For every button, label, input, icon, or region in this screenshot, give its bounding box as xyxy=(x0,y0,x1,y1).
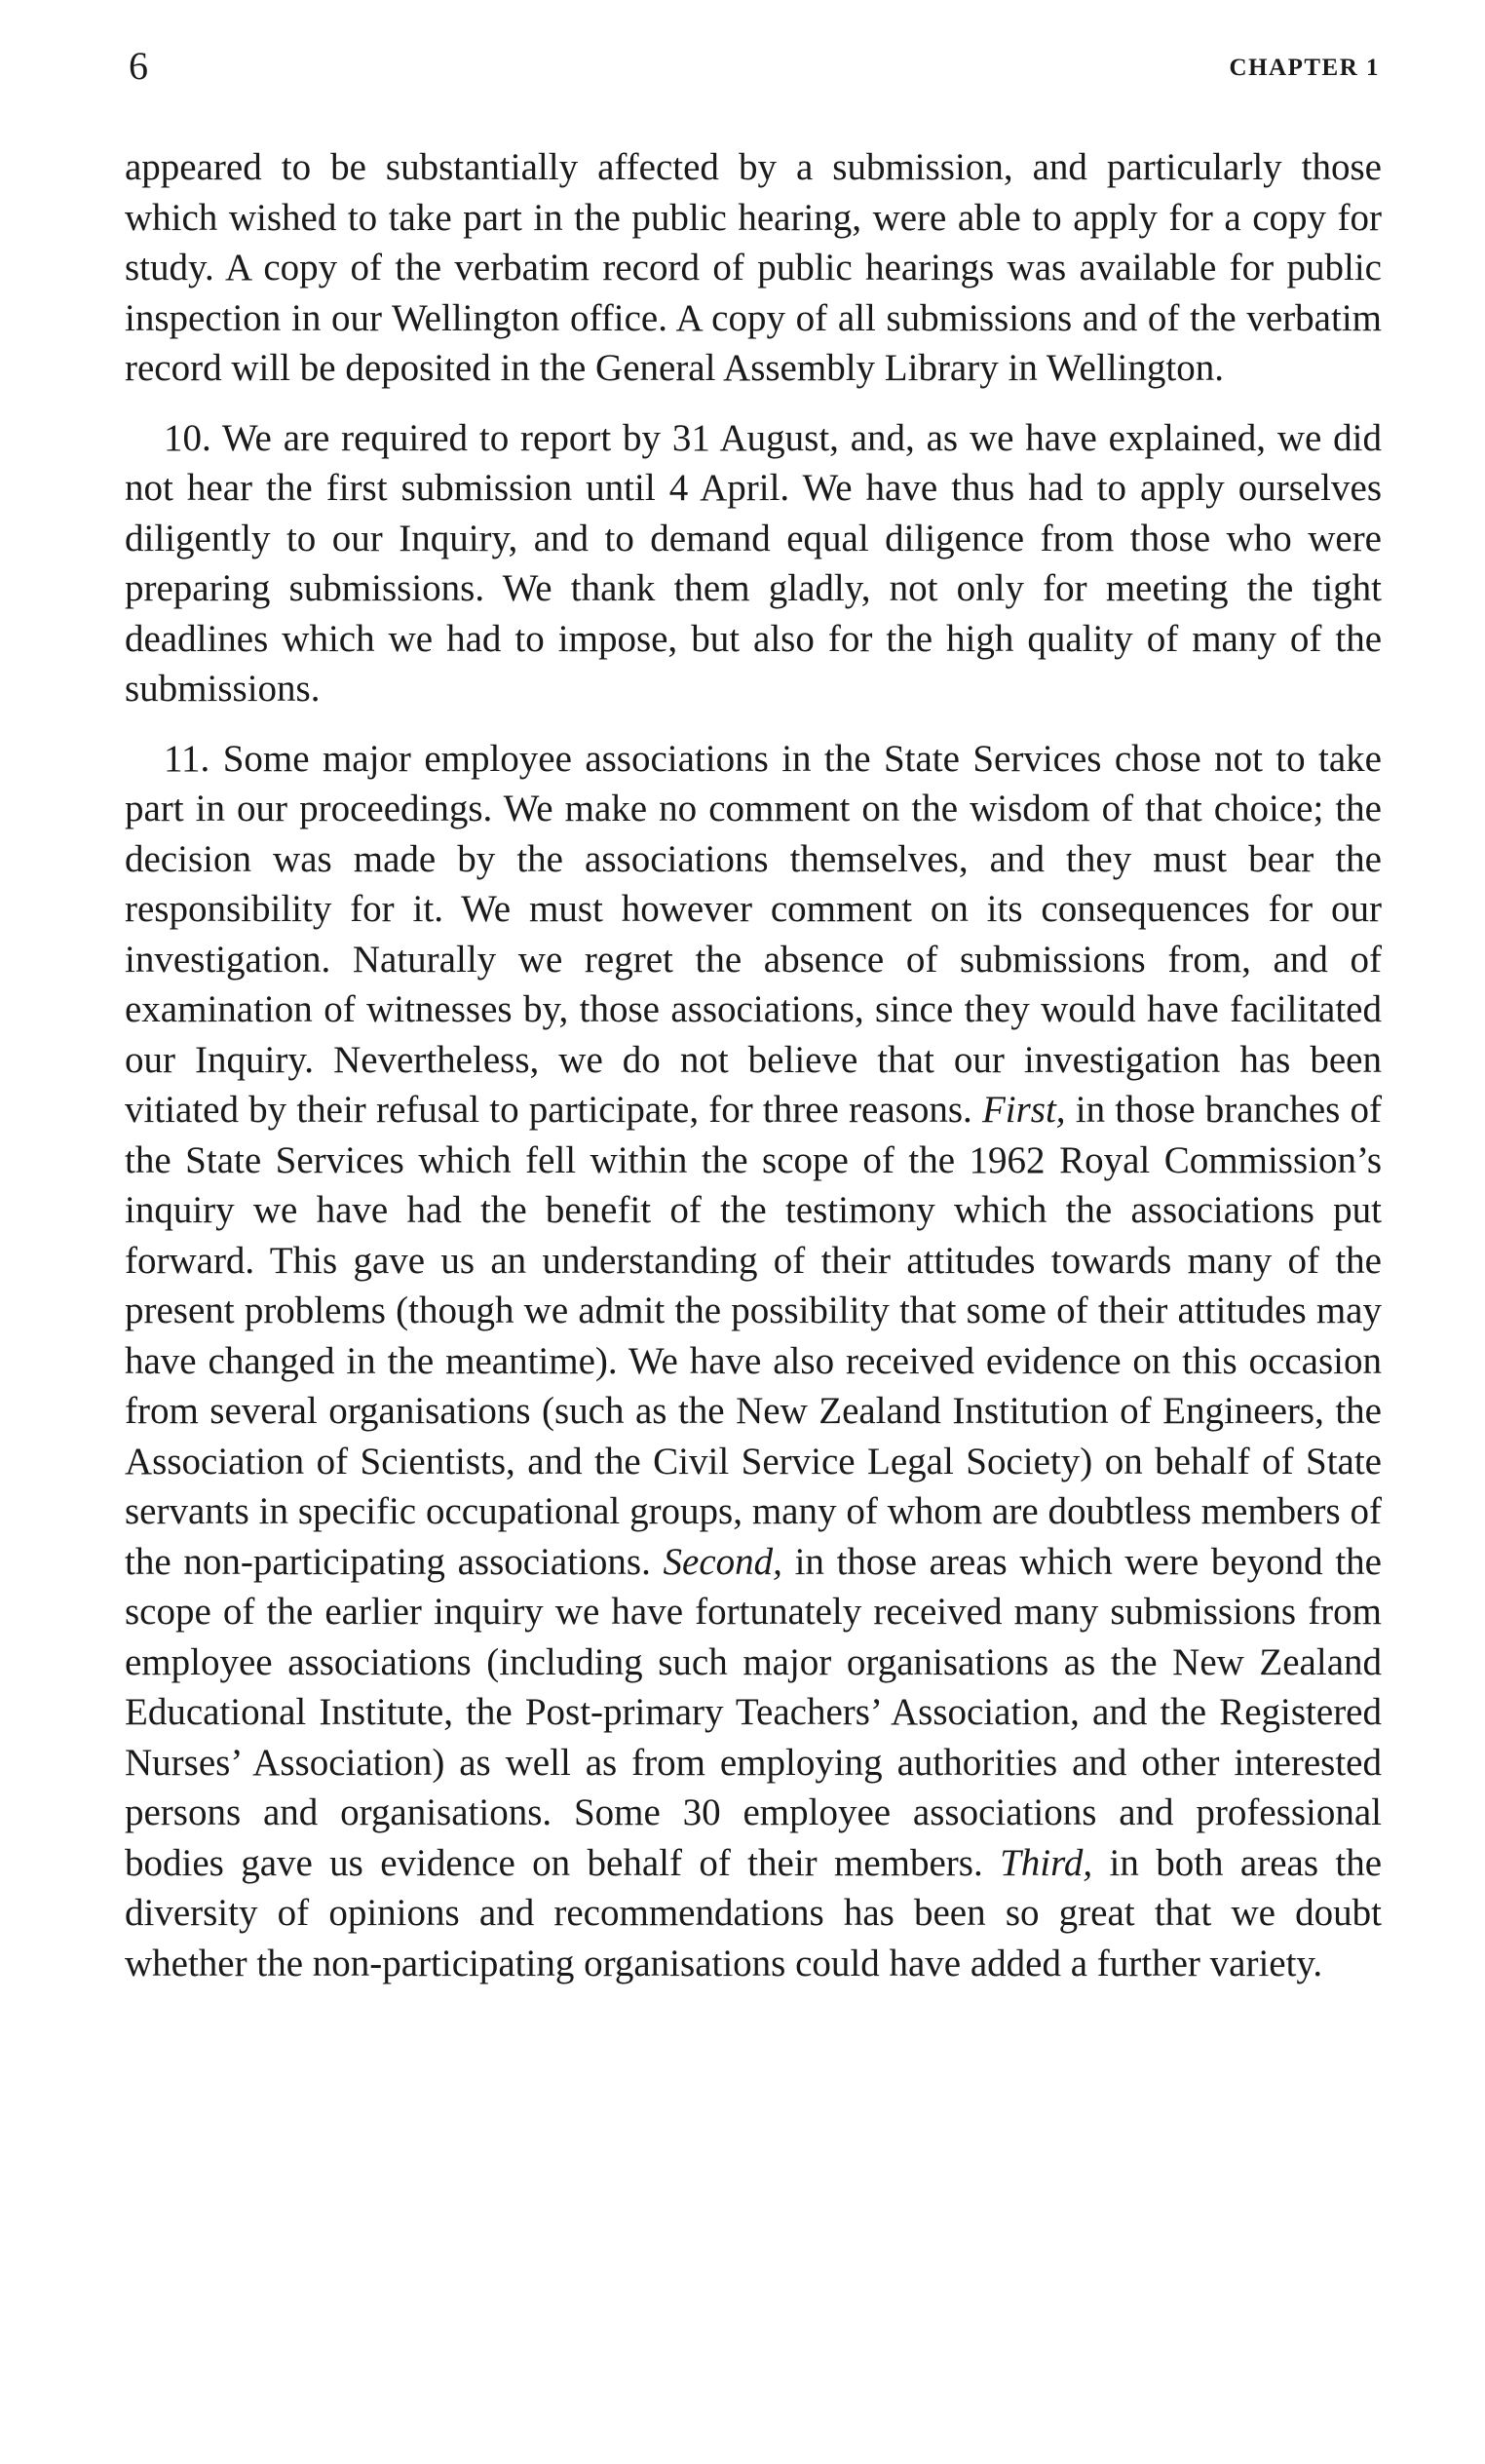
paragraph-text-segment: in those areas which were beyond the scope of the earlier inquiry we have fortunately received many submissions from employee associations (including such major organisations as the New Zealand Educational Institute, the Post-primary Teachers’ Association, and the Registered Nurses’ Association) as well as from employing authorities and other interested persons and organisations. Some 30 employee associations and professional bodies gave us evidence on behalf of their members. xyxy=(125,1540,1382,1884)
paragraph-text-segment: in those branches of the State Services which fell within the scope of the 1962 Royal Commission’s inquiry we have had the benefit of the testimony which the associations put forward. This gave us an understanding of their attitudes towards many of the present problems (though we admit the possibility that some of their attitudes may have changed in the meantime). We have also received evidence on this occasion from several organisations (such as the New Zealand Institution of Engineers, the Association of Scientists, and the Civil Service Legal Society) on behalf of State servants in specific occupational groups, many of whom are doubtless members of the non-participating associations. xyxy=(125,1089,1383,1583)
running-head: CHAPTER 1 xyxy=(1229,55,1380,81)
paragraph-text-segment: Some major employee associations in the State Services chose not to take part in our proceedings. We make no comment on the wisdom of that choice; the decision was made by the associations themselves, and they must bear the responsibility for it. We must however comment on its consequences for our investigation. Naturally we regret the absence of submissions from, and of examination of witnesses by, those associations, since they would have facilitated our Inquiry. Nevertheless, we do not believe that our investigation has been vitiated by their refusal to participate, for three reasons. xyxy=(125,737,1382,1131)
paragraph-text-segment: in both areas the diversity of opinions and recommendations has been so great that we doubt whether the non-participating organisations could have added a further variety. xyxy=(125,1841,1383,1984)
paragraph-number: 10. xyxy=(164,416,211,459)
paragraph-10 xyxy=(125,413,1382,714)
paragraph-text: We are required to report by 31 August, and, as we have explained, we did not hear the first submission until 4 April. We have thus had to apply ourselves diligently to our Inquiry, and to demand equal diligence from those who were preparing submissions. We thank them gladly, not only for meeting the tight deadlines which we had to impose, but also for the high quality of many of the submissions. xyxy=(125,416,1382,710)
paragraph-11 xyxy=(125,734,1382,1989)
emphasis-second: Second, xyxy=(663,1540,782,1583)
paragraph-continuation xyxy=(125,142,1382,394)
paragraph-text: appeared to be substantially affected by a submission, and particularly those which wished to take part in the public hearing, were able to apply for a copy for study. A copy of the verbatim record of public hearings was available for public inspection in our Wellington office. A copy of all submissions and of the verbatim record will be deposited in the General Assembly Library in Wellington. xyxy=(125,146,1382,389)
emphasis-third: Third, xyxy=(1000,1841,1093,1884)
page-body xyxy=(125,142,1382,2008)
page-header xyxy=(129,37,1380,96)
paragraph-number: 11. xyxy=(164,737,210,780)
emphasis-first: First, xyxy=(981,1089,1066,1131)
page-number: 6 xyxy=(129,44,148,88)
